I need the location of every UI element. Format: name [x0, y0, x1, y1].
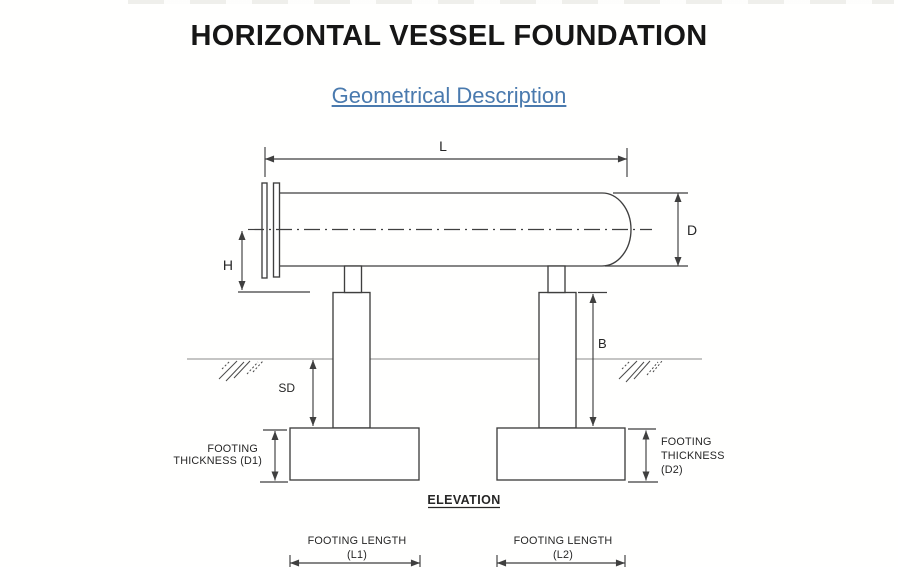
footing-thickness-d2-line1: FOOTING — [661, 436, 712, 448]
footing-length-l1-line1: FOOTING LENGTH — [307, 535, 407, 547]
dimension-B-label: B — [598, 336, 607, 351]
footing-length-l2-line2: (L2) — [552, 549, 574, 561]
soil-hatch-right — [619, 361, 662, 382]
dimension-L-label: L — [439, 138, 447, 154]
footing-thickness-d2-line3: (D2) — [661, 464, 683, 476]
dimension-L — [265, 138, 627, 177]
dimension-D-label: D — [687, 222, 698, 238]
footing-length-l2-line1: FOOTING LENGTH — [513, 535, 613, 547]
elevation-caption — [427, 493, 500, 508]
soil-hatch-left — [219, 361, 263, 381]
footing-thickness-d1-line1: FOOTING — [207, 443, 258, 455]
dimension-SD — [278, 360, 313, 426]
dimension-H-label: H — [222, 257, 233, 273]
right-saddle-stem — [548, 266, 565, 293]
dimension-D2 — [628, 429, 725, 482]
dimension-L2 — [497, 535, 625, 567]
footing-thickness-d1-line2: THICKNESS (D1) — [173, 455, 262, 467]
elevation-caption-label: ELEVATION — [427, 493, 501, 507]
right-footing — [497, 428, 625, 480]
page-title: HORIZONTAL VESSEL FOUNDATION — [190, 20, 708, 52]
right-pedestal — [539, 293, 576, 429]
left-saddle-stem — [345, 266, 362, 293]
left-footing — [290, 428, 419, 480]
left-pedestal — [333, 293, 370, 429]
dimension-L1 — [290, 535, 420, 567]
dimension-SD-label: SD — [278, 381, 295, 395]
vessel-flange — [262, 183, 280, 278]
footing-thickness-d2-line2: THICKNESS — [661, 450, 725, 462]
dimension-D1 — [173, 430, 288, 482]
footing-length-l1-line2: (L1) — [346, 549, 368, 561]
geometrical-description-link[interactable]: Geometrical Description — [331, 83, 567, 108]
